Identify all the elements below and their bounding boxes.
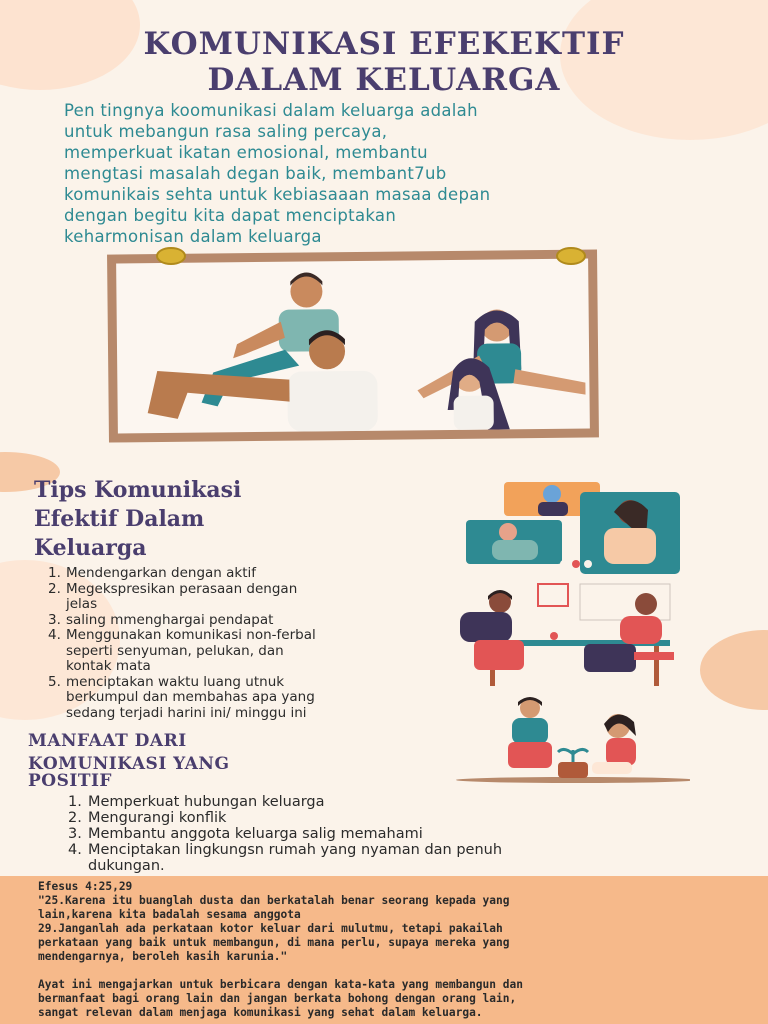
list-number: 4.	[68, 842, 82, 858]
intro-paragraph	[64, 100, 724, 247]
list-number: 4.	[48, 627, 61, 643]
call-control-icon	[584, 560, 592, 568]
list-item	[66, 842, 706, 874]
man-legs	[584, 644, 636, 672]
list-text: menciptakan waktu luang utnuk	[66, 673, 285, 690]
list-text: kontak mata	[66, 658, 151, 674]
video-person-body	[492, 540, 538, 560]
child-legs	[592, 762, 632, 774]
list-number: 3.	[48, 611, 61, 628]
list-item	[44, 675, 444, 722]
page-title	[0, 26, 768, 98]
summary-line: sangat relevan dalam menjaga komunikasi yang sehat dalam keluarga.	[38, 1006, 483, 1019]
list-text: Mengurangi konflik	[88, 810, 227, 826]
list-item	[44, 566, 444, 582]
verse-reference: Efesus 4:25,29	[38, 880, 133, 893]
intro-line: untuk mebangun rasa saling percaya,	[64, 122, 388, 141]
son-arm-left	[147, 370, 289, 419]
son-shirt	[287, 371, 378, 432]
cup-icon	[550, 632, 558, 640]
intro-line: mengtasi masalah degan baik, membant7ub	[64, 164, 447, 183]
tips-heading-line: Efektif Dalam	[34, 506, 205, 532]
list-number: 3.	[68, 826, 82, 842]
tips-heading	[34, 476, 374, 563]
list-item	[66, 826, 706, 842]
video-person-head	[543, 485, 561, 503]
tips-heading-line: Tips Komunikasi	[34, 477, 242, 503]
man-body	[620, 616, 662, 644]
woman-body	[460, 612, 512, 642]
intro-line: komunikais sehta untuk kebiasaaan masaa depan	[64, 185, 491, 204]
list-number: 1.	[48, 565, 61, 581]
list-item	[44, 582, 444, 613]
mother-skirt	[508, 742, 552, 768]
list-text: sedang terjadi harini ini/ minggu ini	[66, 704, 307, 721]
list-item	[66, 794, 706, 810]
planting-illustration	[446, 696, 690, 784]
family-photo-frame	[107, 249, 599, 442]
list-item	[44, 613, 444, 629]
intro-line: Pen tingnya koomunikasi dalam keluarga adalah	[64, 101, 478, 120]
tips-heading-line: Keluarga	[34, 535, 147, 561]
plant-leaves	[558, 749, 588, 762]
manfaat-heading-line: KOMUNIKASI YANG	[28, 754, 230, 774]
verse-text	[38, 880, 748, 1020]
couple-talking-illustration	[456, 582, 688, 692]
summary-line: bermanfaat bagi orang lain dan jangan berkata bohong dengan orang lain,	[38, 992, 517, 1005]
list-number: 1.	[68, 794, 82, 810]
manfaat-heading	[28, 730, 358, 793]
plant-pot	[558, 762, 588, 778]
verse-line: 29.Janganlah ada perkataan kotor keluar dari mulutmu, tetapi pakailah	[38, 922, 503, 935]
title-line-2: DALAM KELUARGA	[207, 62, 561, 98]
list-text: Membantu anggota keluarga salig memahami	[88, 826, 423, 842]
man-head	[635, 593, 657, 615]
list-text: jelas	[66, 596, 98, 612]
list-item	[66, 810, 706, 826]
chair	[634, 652, 674, 660]
summary-line: Ayat ini mengajarkan untuk berbicara dengan kata-kata yang membangun dan	[38, 978, 523, 991]
list-text: Mendengarkan dengan aktif	[66, 565, 257, 581]
frame-pin-right	[556, 247, 586, 265]
list-number: 2.	[68, 810, 82, 826]
list-text: seperti senyuman, pelukan, dan	[66, 642, 284, 659]
spacer	[38, 964, 748, 978]
mother-leg	[513, 369, 585, 396]
intro-line: memperkuat ikatan emosional, membantu	[64, 143, 428, 162]
video-person-body	[604, 528, 656, 564]
verse-line: "25.Karena itu buanglah dusta dan berkatalah benar seorang kepada yang	[38, 894, 510, 907]
manfaat-heading-line: MANFAAT DARI	[28, 731, 187, 751]
mother-shirt	[512, 718, 548, 744]
manfaat-heading-line: POSITIF	[28, 771, 112, 791]
video-person-body	[538, 502, 568, 516]
tips-list	[44, 566, 444, 721]
list-text: Memperkuat hubungan keluarga	[88, 794, 325, 810]
title-line-1: KOMUNIKASI EFEKEKTIF	[143, 26, 625, 62]
list-text: saling mmenghargai pendapat	[66, 611, 274, 628]
list-text: Menggunakan komunikasi non-ferbal	[66, 627, 316, 643]
intro-line: dengan begitu kita dapat menciptakan	[64, 206, 397, 225]
bg-blob-right-peach	[700, 630, 768, 710]
list-text: dukungan.	[88, 858, 165, 874]
list-item	[44, 628, 444, 675]
list-text: Menciptakan lingkungsn rumah yang nyaman dan penuh	[88, 842, 503, 858]
list-number: 5.	[48, 673, 61, 690]
video-call-illustration	[464, 478, 684, 574]
call-control-icon	[560, 560, 568, 568]
call-control-icon	[572, 560, 580, 568]
verse-line: perkataan yang baik untuk membangun, di mana perlu, supaya mereka yang	[38, 936, 510, 949]
intro-line: keharmonisan dalam keluarga	[64, 227, 322, 246]
wall-picture	[538, 584, 568, 606]
video-person-head	[499, 523, 517, 541]
list-text: berkumpul dan membahas apa yang	[66, 689, 315, 705]
list-text: Megekspresikan perasaan dengan	[66, 580, 298, 597]
child-shirt	[606, 738, 636, 766]
list-number: 2.	[48, 580, 61, 597]
woman-skirt	[474, 640, 524, 670]
verse-line: lain,karena kita badalah sesama anggota	[38, 908, 301, 921]
daughter-shirt	[454, 396, 494, 430]
family-illustration	[116, 259, 590, 434]
manfaat-list	[66, 794, 706, 874]
verse-line: mendengarnya, beroleh kasih karunia."	[38, 950, 288, 963]
frame-pin-left	[156, 247, 186, 265]
